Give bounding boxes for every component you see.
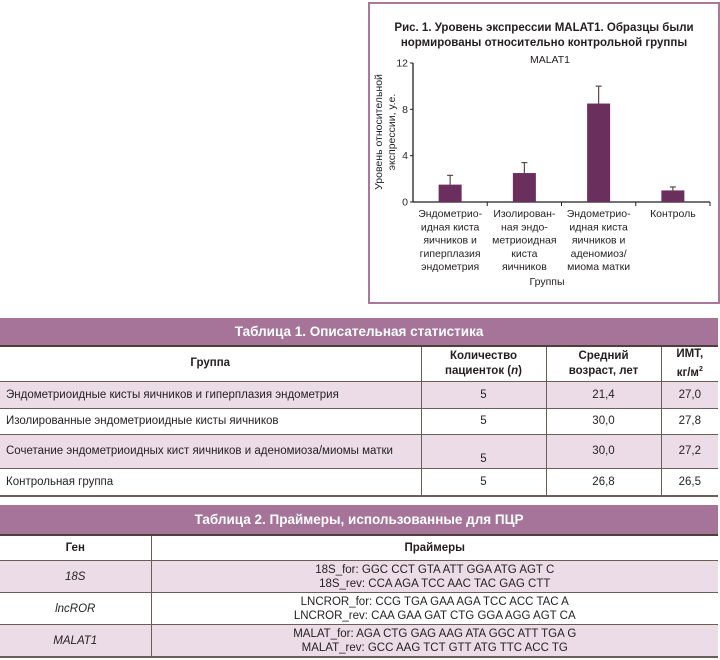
table1-header-age-line2: возраст, лет	[568, 364, 639, 377]
table1-caption: Таблица 1. Описательная статистика	[0, 318, 718, 346]
x-tick-label: гиперплазия	[419, 247, 481, 260]
table-row	[0, 408, 718, 434]
cell-count: 5	[421, 434, 546, 468]
cell-primers	[151, 593, 718, 625]
bar	[439, 185, 462, 202]
cell-primers	[151, 625, 718, 658]
cell-primers	[151, 561, 718, 593]
cell-age: 26,8	[546, 468, 661, 496]
table1-header-count-n: n	[511, 364, 519, 377]
cell-age: 30,0	[546, 408, 661, 434]
figure-1	[368, 2, 720, 304]
table1-header-count-line1: Количество	[449, 349, 518, 362]
cell-bmi: 27,0	[661, 381, 718, 408]
table-row	[0, 381, 718, 408]
table-row	[0, 434, 718, 468]
cell-bmi: 27,2	[661, 434, 718, 468]
cell-gene: MALAT1	[0, 625, 151, 658]
table2-header-primers: Праймеры	[151, 535, 718, 561]
table1-header-group: Группа	[0, 346, 421, 381]
cell-age: 21,4	[546, 381, 661, 408]
y-tick-label: 0	[402, 196, 408, 209]
cell-group: Эндометриоидные кисты яичников и гиперплазия эндометрия	[0, 381, 421, 408]
table1-header-bmi	[661, 346, 718, 381]
y-tick-label: 8	[402, 103, 408, 116]
x-tick-label: ная эндо-	[500, 221, 548, 234]
cell-count: 5	[421, 381, 546, 408]
chart-title: MALAT1	[529, 54, 571, 66]
table1-header-bmi-line1: ИМТ,	[676, 348, 704, 360]
cell-gene: 18S	[0, 561, 151, 593]
y-axis-label-line1: Уровень относительной	[373, 74, 385, 190]
table2-caption: Таблица 2. Праймеры, использованные для ПЦР	[0, 505, 718, 535]
cell-group: Контрольная группа	[0, 468, 421, 496]
y-axis-label	[373, 74, 398, 190]
x-tick-label: аденомиоз/	[570, 247, 627, 260]
cell-bmi: 26,5	[661, 468, 718, 496]
x-tick-label: метриоидная	[492, 234, 557, 247]
primer-forward: 18S_for: GGC CCT GTA ATT GGA ATG AGT C	[315, 563, 555, 576]
table1-header-age-line1: Средний	[578, 349, 629, 362]
y-tick-label: 12	[396, 57, 408, 70]
x-tick-label: эндометрия	[421, 261, 480, 274]
bar	[587, 104, 610, 202]
x-tick-label: Эндометрио-	[418, 208, 483, 220]
x-tick-label: Изолирован-	[493, 208, 556, 220]
cell-group: Изолированные эндометриоидные кисты яичников	[0, 408, 421, 434]
x-tick-label: киста	[511, 247, 538, 260]
table-row	[0, 593, 718, 625]
primer-forward: LNCROR_for: CCG TGA GAA AGA TCC ACC TAC A	[300, 595, 569, 608]
primer-forward: MALAT_for: AGA CTG GAG AAG ATA GGC ATT TGA G	[293, 627, 577, 640]
primer-reverse: LNCROR_rev: CAA GAA GAT CTG GGA AGG AGT CA	[293, 609, 576, 622]
bar	[661, 190, 684, 202]
y-axis-label-line2: экспрессии, у.е.	[386, 93, 398, 171]
figure-title-line2: нормированы относительно контрольной группы	[400, 37, 688, 49]
malat1-bar-chart	[370, 4, 718, 302]
x-tick-label: яичников	[501, 261, 547, 274]
x-axis-label: Группы	[529, 276, 565, 288]
y-tick-label: 4	[402, 150, 408, 163]
table-row	[0, 561, 718, 593]
x-tick-label: яичников и	[423, 234, 477, 247]
cell-count: 5	[421, 408, 546, 434]
table2-header-gene: Ген	[0, 535, 151, 561]
table1-header-age	[546, 346, 661, 381]
table-primers	[0, 505, 718, 658]
table1-header-count-line2: пациенток (	[445, 364, 512, 377]
cell-bmi: 27,8	[661, 408, 718, 434]
primer-reverse: MALAT_rev: GCC AAG TCT GTT ATG TTC ACC TG	[301, 641, 568, 654]
figure-title-line1: Рис. 1. Уровень экспрессии MALAT1. Образцы были	[394, 22, 694, 34]
cell-group: Сочетание эндометриоидных кист яичников и аденомиоза/миомы матки	[0, 434, 421, 468]
x-tick-label: идная киста	[420, 221, 480, 234]
primer-reverse: 18S_rev: CCA AGA TCC AAC TAC GAG CTT	[319, 577, 551, 590]
table-descriptive-statistics	[0, 318, 718, 497]
table1-header-bmi-line2: кг/м	[676, 366, 699, 379]
bar	[513, 173, 536, 202]
table1-header-bmi-sup: 2	[698, 366, 703, 373]
cell-gene: lncROR	[0, 593, 151, 625]
x-tick-label: Контроль	[650, 208, 696, 220]
table-row	[0, 625, 718, 658]
cell-age: 30,0	[546, 434, 661, 468]
table1-header-count	[421, 346, 546, 381]
table-row	[0, 468, 718, 496]
table1-header-count-close: )	[518, 364, 522, 377]
x-tick-label: идная киста	[569, 221, 628, 234]
x-tick-label: яичников и	[571, 234, 626, 247]
x-tick-label: миома матки	[567, 261, 631, 274]
cell-count: 5	[421, 468, 546, 496]
x-tick-label: Эндометрио-	[566, 208, 631, 220]
